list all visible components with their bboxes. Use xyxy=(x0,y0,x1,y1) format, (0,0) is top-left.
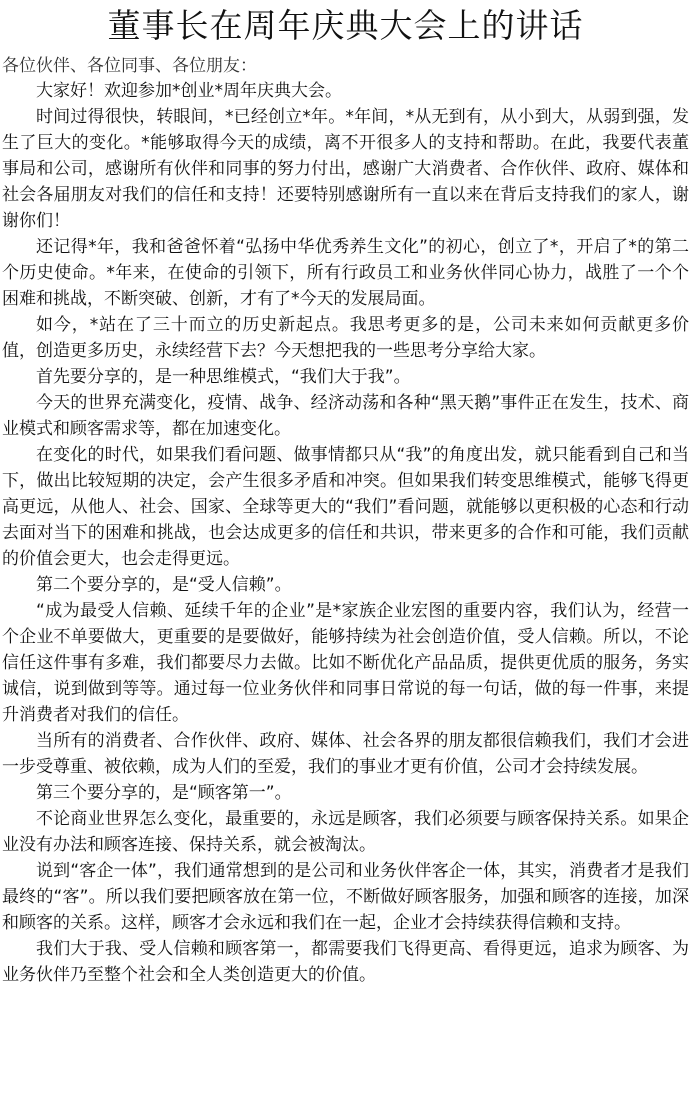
paragraph-point-one-heading: 首先要分享的，是一种思维模式，“我们大于我”。 xyxy=(36,367,411,387)
speech-body xyxy=(2,78,689,988)
paragraph-customer-unity: 说到“客企一体”，我们通常想到的是公司和业务伙伴客企一体，其实，消费者才是我们最终的“客”。所以我们要把顾客放在第一位，不断做好顾客服务，加强和顾客的连接，加深和顾客的关系。这样，顾客才会永远和我们在一起，企业才会持续获得信赖和支持。 xyxy=(2,861,689,933)
paragraph-mindset: 在变化的时代，如果我们看问题、做事情都只从“我”的角度出发，就只能看到自己和当下，做出比较短期的决定，会产生很多矛盾和冲突。但如果我们转变思维模式，能够飞得更高更远，从他人、社会、国家、全球等更大的“我们”看问题，就能够以更积极的心态和行动去面对当下的困难和挑战，也会达成更多的信任和共识，带来更多的合作和可能，我们贡献的价值会更大，也会走得更远。 xyxy=(2,445,689,569)
paragraph-point-two-heading: 第二个要分享的，是“受人信赖”。 xyxy=(36,575,292,595)
paragraph-new-starting-point: 如今，*站在了三十而立的历史新起点。我思考更多的是，公司未来如何贡献更多价值，创造更多历史，永续经营下去？今天想把我的一些思考分享给大家。 xyxy=(2,315,689,361)
paragraph-customer-relation: 不论商业世界怎么变化，最重要的，永远是顾客，我们必须要与顾客保持关系。如果企业没有办法和顾客连接、保持关系，就会被淘汰。 xyxy=(2,809,689,855)
speech-title: 董事长在周年庆典大会上的讲话 xyxy=(107,6,584,45)
paragraph-thanks: 时间过得很快，转眼间，*已经创立*年。*年间，*从无到有，从小到大，从弱到强，发生了巨大的变化。*能够取得今天的成绩，离不开很多人的支持和帮助。在此，我要代表董事局和公司，感谢所有伙伴和同事的努力付出，感谢广大消费者、合作伙伴、政府、媒体和社会各届朋友对我们的信任和支持！还要特别感谢所有一直以来在背后支持我们的家人，谢谢你们！ xyxy=(2,107,689,231)
paragraph-conclusion: 我们大于我、受人信赖和顾客第一，都需要我们飞得更高、看得更远，追求为顾客、为业务伙伴乃至整个社会和全人类创造更大的价值。 xyxy=(2,939,689,985)
paragraph-changing-world: 今天的世界充满变化，疫情、战争、经济动荡和各种“黑天鹅”事件正在发生，技术、商业模式和顾客需求等，都在加速变化。 xyxy=(2,393,689,439)
paragraph-trust-result: 当所有的消费者、合作伙伴、政府、媒体、社会各界的朋友都很信赖我们，我们才会进一步受尊重、被依赖，成为人们的至爱，我们的事业才更有价值，公司才会持续发展。 xyxy=(2,731,689,777)
salutation: 各位伙伴、各位同事、各位朋友： xyxy=(2,56,257,76)
paragraph-point-three-heading: 第三个要分享的，是“顾客第一”。 xyxy=(36,783,292,803)
paragraph-history: 还记得*年，我和爸爸怀着“弘扬中华优秀养生文化”的初心，创立了*，开启了*的第二个历史使命。*年来，在使命的引领下，所有行政员工和业务伙伴同心协力，战胜了一个个困难和挑战，不断突破、创新，才有了*今天的发展局面。 xyxy=(2,237,689,309)
paragraph-trust: “成为最受人信赖、延续千年的企业”是*家族企业宏图的重要内容，我们认为，经营一个企业不单要做大，更重要的是要做好，能够持续为社会创造价值，受人信赖。所以，不论信任这件事有多难，我们都要尽力去做。比如不断优化产品品质，提供更优质的服务，务实诚信，说到做到等等。通过每一位业务伙伴和同事日常说的每一句话，做的每一件事，来提升消费者对我们的信任。 xyxy=(2,601,689,725)
paragraph-welcome: 大家好！欢迎参加*创业*周年庆典大会。 xyxy=(36,81,342,101)
